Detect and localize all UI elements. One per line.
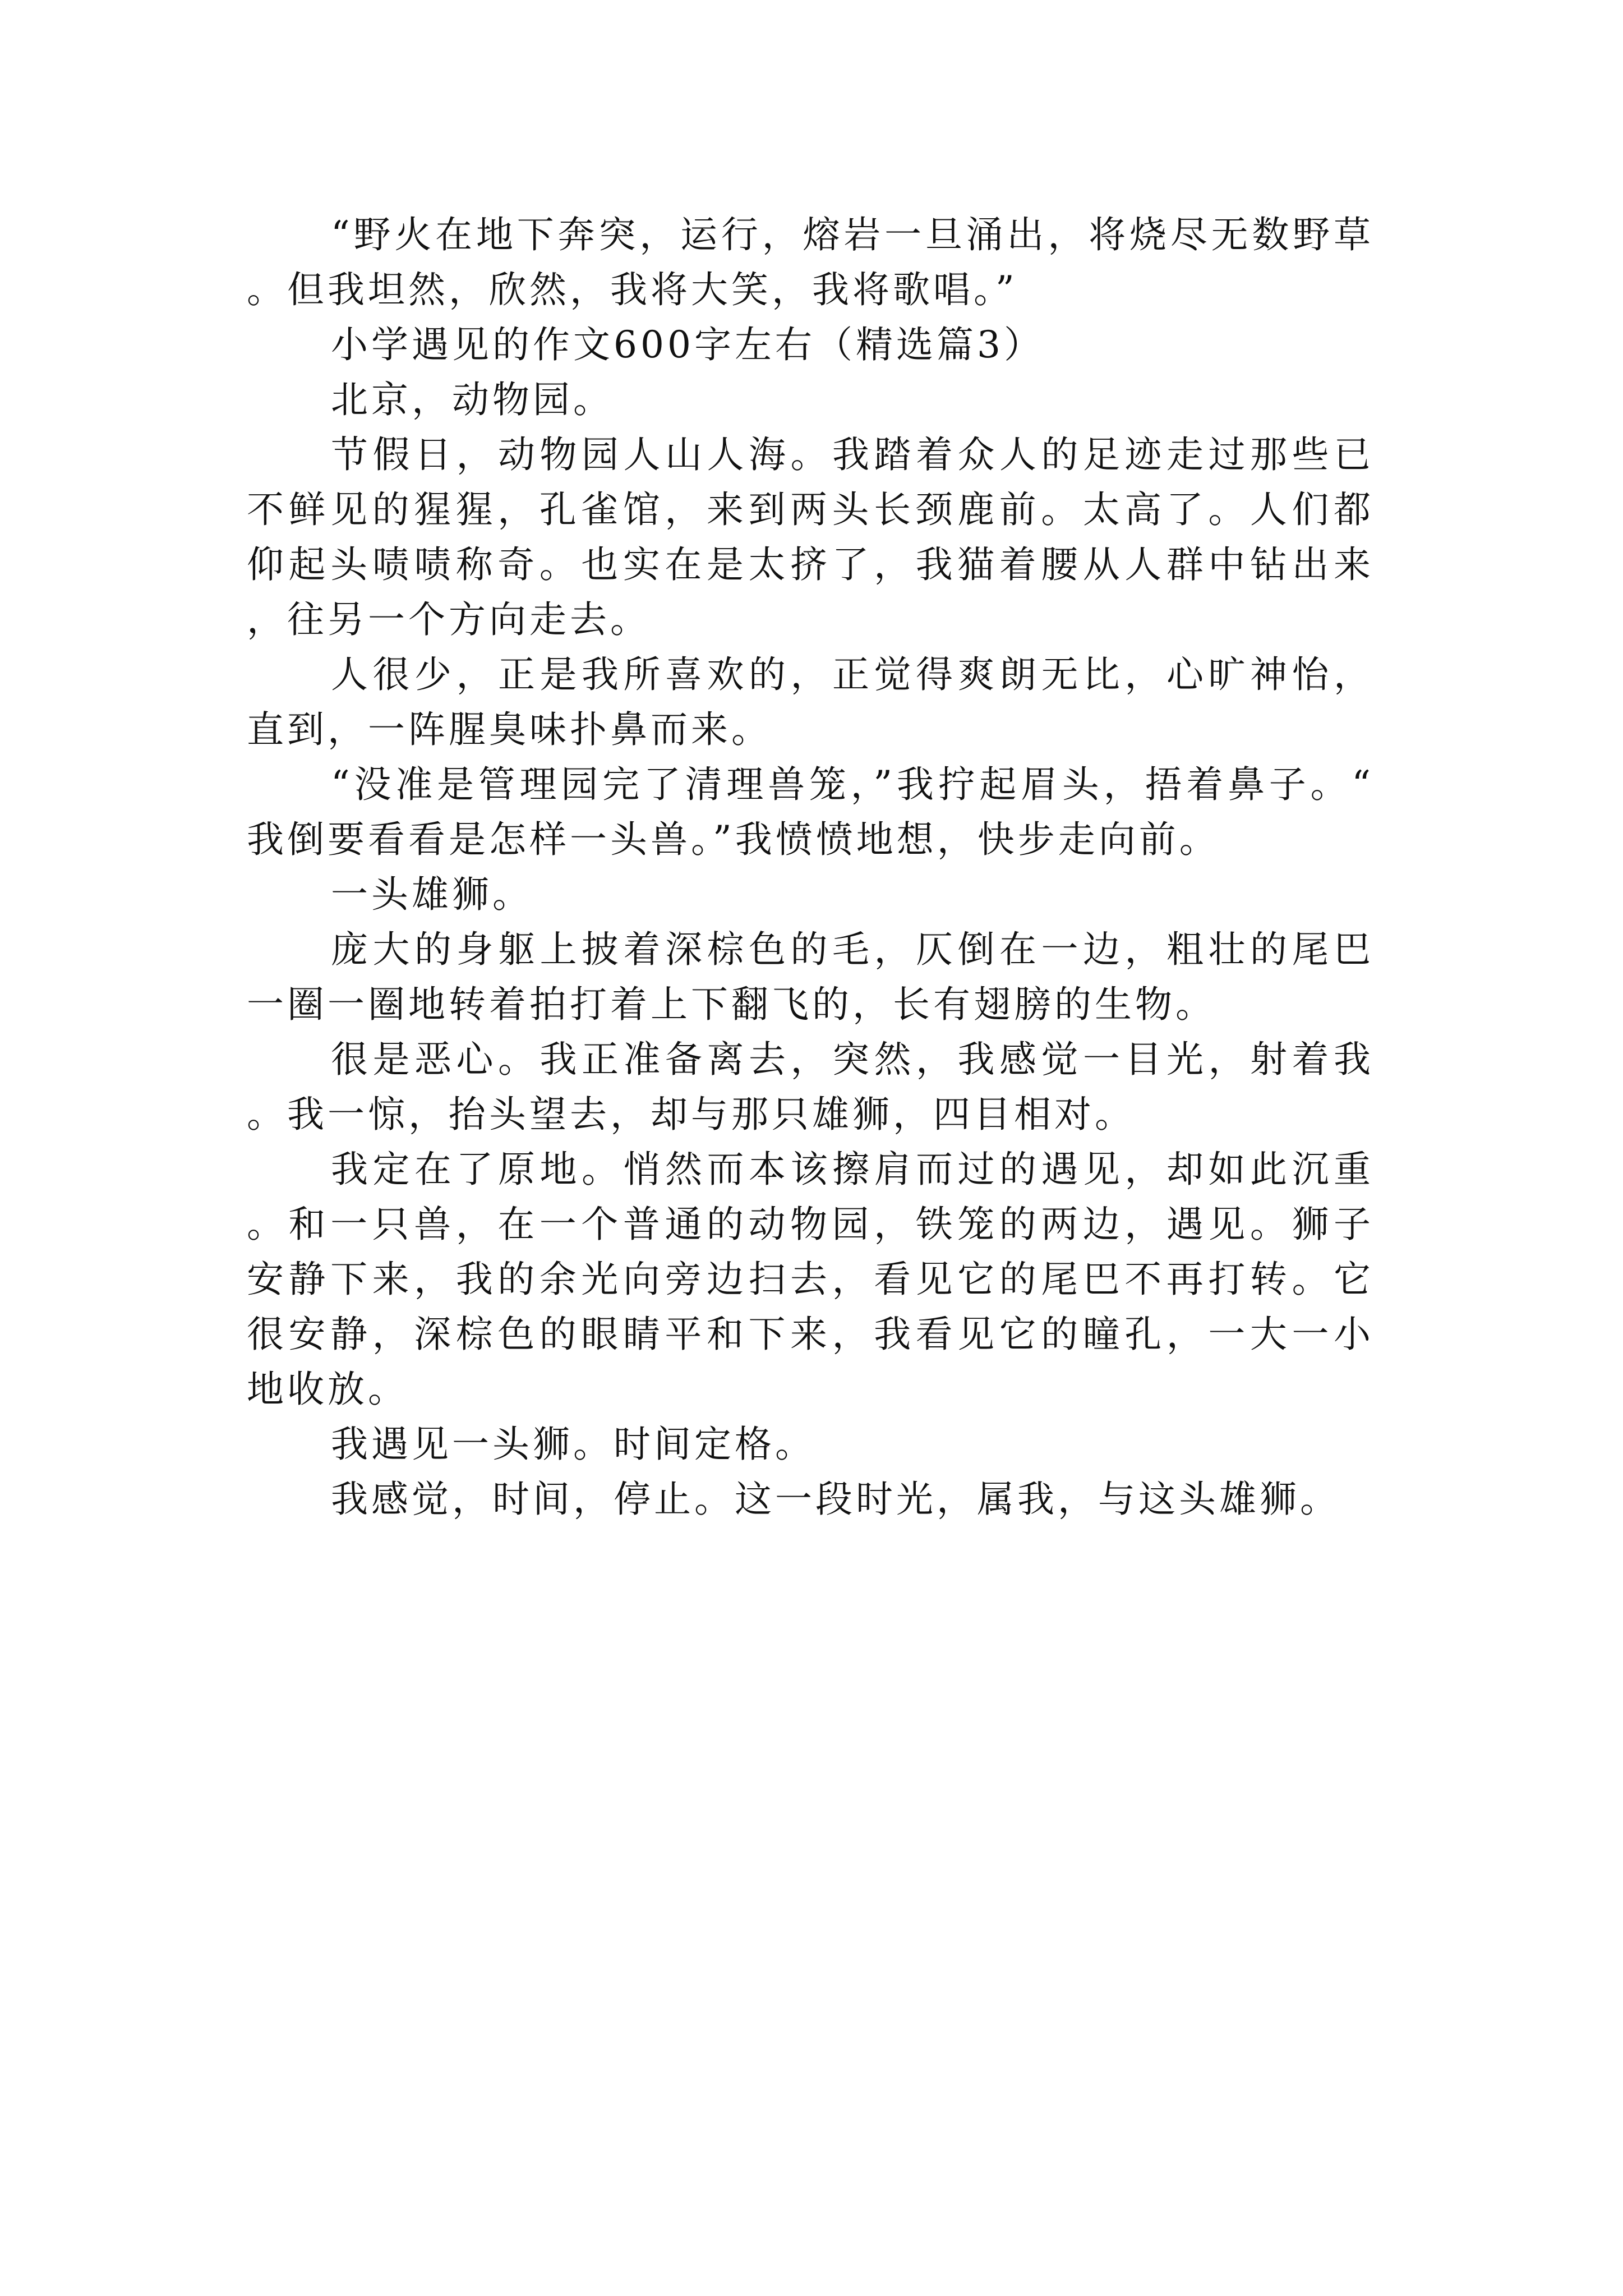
paragraph-9: 我遇见一头狮。时间定格。 [331, 1423, 815, 1466]
section-heading: 小学遇见的作文600字左右（精选篇3） [331, 323, 1044, 366]
paragraph-7: 很是恶心。我正准备离去，突然，我感觉一目光，射着我。我一惊，抬头望去，却与那只雄狮，四目相对。 [247, 1038, 1374, 1136]
paragraph-location: 北京，动物园。 [331, 378, 614, 421]
paragraph-2: 节假日，动物园人山人海。我踏着众人的足迹走过那些已不鲜见的猩猩，孔雀馆，来到两头长颈鹿前。太高了。人们都仰起头啧啧称奇。也实在是太挤了，我猫着腰从人群中钻出来，往另一个方向走去。 [247, 433, 1374, 641]
paragraph-4: “没准是管理园完了清理兽笼，”我拧起眉头，捂着鼻子。“我倒要看看是怎样一头兽。”我愤愤地想，快步走向前。 [247, 763, 1374, 861]
paragraph-1: “野火在地下奔突，运行，熔岩一旦涌出，将烧尽无数野草。但我坦然，欣然，我将大笑，我将歌唱。” [247, 213, 1374, 311]
document-body [247, 208, 1374, 1527]
paragraph-6: 庞大的身躯上披着深棕色的毛，仄倒在一边，粗壮的尾巴一圈一圈地转着拍打着上下翻飞的，长有翅膀的生物。 [247, 928, 1374, 1026]
paragraph-8: 我定在了原地。悄然而本该擦肩而过的遇见，却如此沉重。和一只兽，在一个普通的动物园，铁笼的两边，遇见。狮子安静下来，我的余光向旁边扫去，看见它的尾巴不再打转。它很安静，深棕色的眼睛平和下来，我看见它的瞳孔，一大一小地收放。 [247, 1148, 1374, 1411]
paragraph-10: 我感觉，时间，停止。这一段时光，属我，与这头雄狮。 [331, 1478, 1340, 1521]
paragraph-5: 一头雄狮。 [331, 873, 533, 916]
paragraph-3: 人很少，正是我所喜欢的，正觉得爽朗无比，心旷神怡，直到，一阵腥臭味扑鼻而来。 [247, 653, 1374, 751]
